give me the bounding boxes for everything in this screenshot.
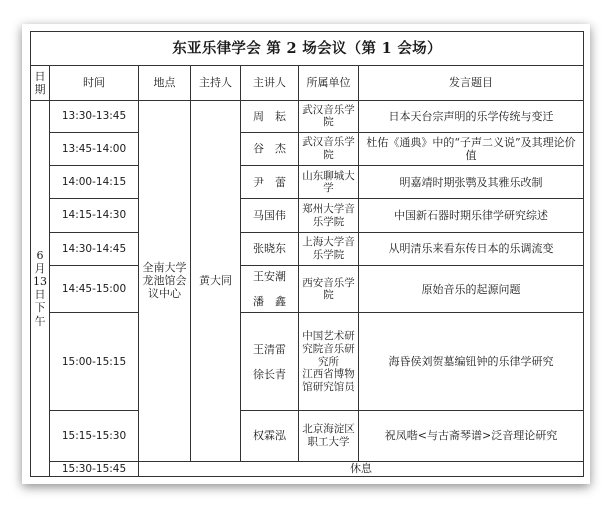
table-row	[31, 313, 584, 411]
table-row	[31, 411, 584, 461]
row-time: 13:45-14:00	[50, 132, 139, 165]
row-speaker: 权霖泓	[241, 411, 299, 461]
speaker-name: 王清雷	[253, 342, 286, 356]
row-topic: 中国新石器时期乐律学研究综述	[359, 199, 584, 232]
table-row	[31, 266, 584, 313]
table-row	[31, 232, 584, 265]
row-units	[299, 313, 359, 411]
row-speaker: 马国伟	[241, 199, 299, 232]
row-time: 14:00-14:15	[50, 166, 139, 199]
schedule-table	[30, 31, 584, 477]
row-speaker: 尹 蕾	[241, 166, 299, 199]
row-unit: 山东聊城大学	[299, 166, 359, 199]
row-speakers	[241, 313, 299, 411]
row-topic: 祝凤喈<与古斋琴谱>泛音理论研究	[359, 411, 584, 461]
row-time: 15:00-15:15	[50, 313, 139, 411]
header-speaker: 主讲人	[241, 66, 299, 100]
break-row	[31, 461, 584, 476]
table-row	[31, 199, 584, 232]
table-row	[31, 132, 584, 165]
table-title: 东亚乐律学会 第 2 场会议（第 1 会场）	[31, 32, 584, 66]
speaker-name: 潘 鑫	[253, 295, 286, 309]
row-topic: 明嘉靖时期张鹗及其雅乐改制	[359, 166, 584, 199]
speaker-name: 王安潮	[253, 270, 286, 284]
venue-cell: 全南大学龙池馆会议中心	[139, 100, 191, 461]
table-row	[31, 100, 584, 132]
row-unit: 上海大学音乐学院	[299, 232, 359, 265]
break-time: 15:30-15:45	[50, 461, 139, 476]
row-topic: 原始音乐的起源问题	[359, 266, 584, 313]
break-label: 休息	[139, 461, 584, 476]
row-time: 14:15-14:30	[50, 199, 139, 232]
header-venue: 地点	[139, 66, 191, 100]
header-row	[31, 66, 584, 100]
row-time: 14:45-15:00	[50, 266, 139, 313]
row-unit: 北京海淀区职工大学	[299, 411, 359, 461]
row-unit: 郑州大学音乐学院	[299, 199, 359, 232]
date-cell: 6月13日下午	[31, 100, 50, 476]
header-host: 主持人	[191, 66, 241, 100]
row-unit: 西安音乐学院	[299, 266, 359, 313]
host-cell: 黄大同	[191, 100, 241, 461]
row-speakers	[241, 266, 299, 313]
row-topic: 从明清乐来看东传日本的乐调流变	[359, 232, 584, 265]
row-unit: 武汉音乐学院	[299, 132, 359, 165]
row-topic: 海昏侯刘贺墓编钮钟的乐律学研究	[359, 313, 584, 411]
row-time: 13:30-13:45	[50, 100, 139, 132]
speaker-name: 徐长青	[253, 367, 286, 381]
row-time: 14:30-14:45	[50, 232, 139, 265]
row-speaker: 周 耘	[241, 100, 299, 132]
unit-name: 中国艺术研究院音乐研究所	[302, 330, 355, 368]
row-topic: 日本天台宗声明的乐学传统与变迁	[359, 100, 584, 132]
header-unit: 所属单位	[299, 66, 359, 100]
row-time: 15:15-15:30	[50, 411, 139, 461]
header-date: 日期	[31, 66, 50, 100]
unit-name: 江西省博物馆研究馆员	[302, 368, 355, 393]
header-time: 时间	[50, 66, 139, 100]
table-row	[31, 166, 584, 199]
row-speaker: 张晓东	[241, 232, 299, 265]
row-speaker: 谷 杰	[241, 132, 299, 165]
header-topic: 发言题目	[359, 66, 584, 100]
row-topic: 杜佑《通典》中的“子声二义说”及其理论价值	[359, 132, 584, 165]
row-unit: 武汉音乐学院	[299, 100, 359, 132]
